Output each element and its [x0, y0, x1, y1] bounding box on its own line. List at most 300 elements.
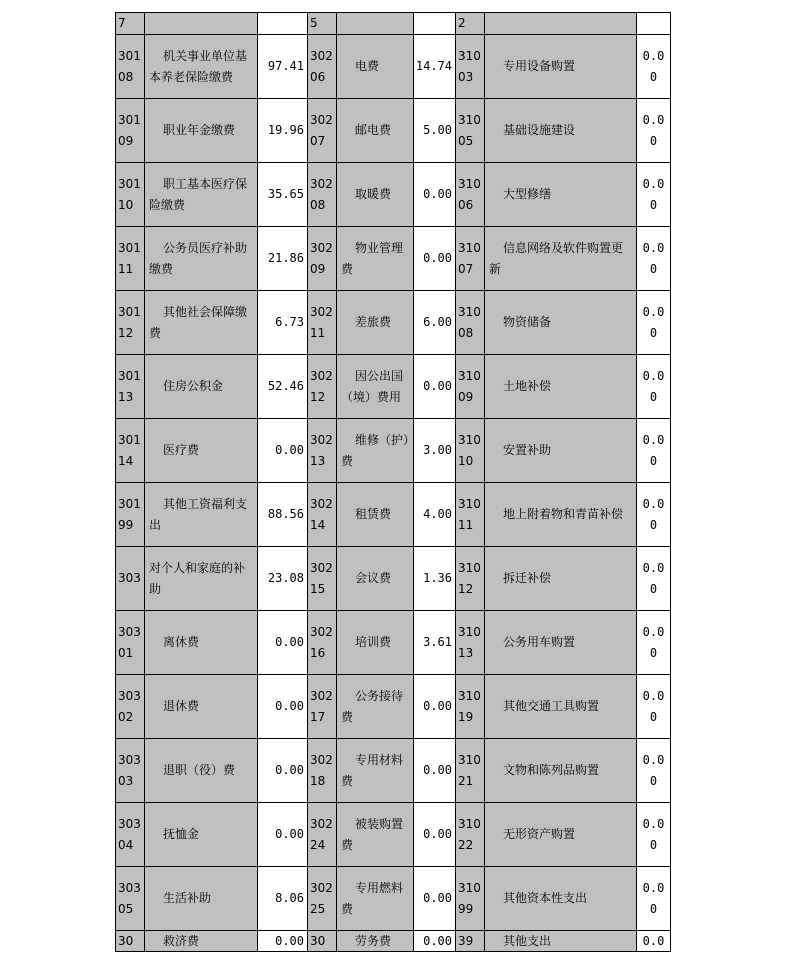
cell-code-1	[116, 739, 145, 803]
amount-3-text: 0.00	[642, 48, 665, 84]
cell-amount-2	[414, 803, 456, 867]
cell-code-3	[456, 99, 485, 163]
cell-code-1	[116, 99, 145, 163]
code-3-text: 2	[458, 16, 466, 30]
amount-3-text: 0.00	[642, 880, 665, 916]
name-3-text: 物资储备	[503, 315, 552, 329]
name-1-text: 退休费	[163, 699, 200, 713]
cell-amount-2	[414, 675, 456, 739]
table-row	[116, 355, 671, 419]
code-3-text: 31011	[458, 496, 481, 532]
name-2-text: 租赁费	[355, 507, 392, 521]
code-3-text: 31022	[458, 816, 481, 852]
name-2-text: 维修（护）费	[341, 432, 410, 468]
cell-name-2	[337, 611, 414, 675]
code-2-text: 30209	[310, 240, 333, 276]
code-1-text: 30302	[118, 688, 141, 724]
name-3-text: 拆迁补偿	[503, 571, 552, 585]
table-row	[116, 611, 671, 675]
code-3-text: 39	[458, 934, 474, 948]
cell-amount-2	[414, 355, 456, 419]
cell-code-1	[116, 547, 145, 611]
name-3-text: 其他资本性支出	[503, 891, 588, 905]
name-2-text: 专用燃料费	[341, 880, 404, 916]
amount-1-text: 52.46	[267, 379, 304, 393]
code-2-text: 30207	[310, 112, 333, 148]
cell-name-2	[337, 483, 414, 547]
amount-3-text: 0.00	[642, 816, 665, 852]
name-3-text: 文物和陈列品购置	[503, 763, 600, 777]
table-row	[116, 803, 671, 867]
table-row	[116, 163, 671, 227]
cell-name-3	[485, 227, 637, 291]
code-2-text: 30225	[310, 880, 333, 916]
amount-1-text: 0.00	[275, 934, 304, 948]
amount-1-text: 0.00	[275, 827, 304, 841]
name-1-text: 救济费	[163, 934, 200, 948]
cell-code-1	[116, 163, 145, 227]
cell-name-2	[337, 867, 414, 931]
cell-name-3	[485, 291, 637, 355]
amount-2-text: 1.36	[423, 571, 452, 585]
amount-2-text: 0.00	[423, 763, 452, 777]
cell-name-1	[145, 355, 258, 419]
name-2-text: 邮电费	[355, 123, 392, 137]
cell-code-2	[308, 419, 337, 483]
code-3-text: 31009	[458, 368, 481, 404]
code-3-text: 31006	[458, 176, 481, 212]
name-1-text: 住房公积金	[163, 379, 224, 393]
cell-code-2	[308, 867, 337, 931]
code-1-text: 30	[118, 934, 134, 948]
cell-name-1	[145, 483, 258, 547]
cell-code-1	[116, 355, 145, 419]
code-2-text: 30208	[310, 176, 333, 212]
cell-code-2	[308, 35, 337, 99]
cell-code-1	[116, 803, 145, 867]
cell-amount-1	[258, 13, 308, 35]
cell-amount-1	[258, 483, 308, 547]
cell-name-3	[485, 803, 637, 867]
cell-code-2	[308, 675, 337, 739]
name-3-text: 专用设备购置	[503, 59, 576, 73]
cell-name-2	[337, 547, 414, 611]
cell-name-1	[145, 35, 258, 99]
cell-amount-3	[637, 163, 671, 227]
cell-name-1	[145, 13, 258, 35]
table-row	[116, 867, 671, 931]
cell-code-3	[456, 13, 485, 35]
code-2-text: 30218	[310, 752, 333, 788]
cell-code-3	[456, 483, 485, 547]
cell-amount-1	[258, 803, 308, 867]
code-1-text: 7	[118, 16, 126, 30]
code-2-text: 30212	[310, 368, 333, 404]
cell-amount-1	[258, 931, 308, 952]
code-1-text: 30112	[118, 304, 141, 340]
code-2-text: 30214	[310, 496, 333, 532]
amount-2-text: 0.00	[423, 187, 452, 201]
cell-name-1	[145, 611, 258, 675]
code-2-text: 30217	[310, 688, 333, 724]
cell-code-3	[456, 355, 485, 419]
amount-2-text: 0.00	[423, 934, 452, 948]
cell-name-3	[485, 483, 637, 547]
name-3-text: 大型修缮	[503, 187, 552, 201]
amount-2-text: 0.00	[423, 827, 452, 841]
code-3-text: 31010	[458, 432, 481, 468]
cell-name-2	[337, 13, 414, 35]
cell-amount-3	[637, 355, 671, 419]
cell-code-2	[308, 227, 337, 291]
name-2-text: 专用材料费	[341, 752, 404, 788]
cell-code-2	[308, 291, 337, 355]
cell-code-3	[456, 675, 485, 739]
table-body	[116, 13, 671, 952]
amount-2-text: 0.00	[423, 891, 452, 905]
cell-code-1	[116, 867, 145, 931]
name-1-text: 抚恤金	[163, 827, 200, 841]
amount-3-text: 0.0	[642, 934, 665, 948]
cell-code-2	[308, 547, 337, 611]
cell-name-2	[337, 931, 414, 952]
amount-1-text: 97.41	[267, 59, 304, 73]
table-row	[116, 931, 671, 952]
cell-amount-3	[637, 547, 671, 611]
cell-code-3	[456, 227, 485, 291]
amount-1-text: 19.96	[267, 123, 304, 137]
cell-amount-2	[414, 483, 456, 547]
code-3-text: 31021	[458, 752, 481, 788]
amount-3-text: 0.00	[642, 624, 665, 660]
cell-amount-3	[637, 931, 671, 952]
code-3-text: 31008	[458, 304, 481, 340]
name-3-text: 基础设施建设	[503, 123, 576, 137]
cell-amount-2	[414, 13, 456, 35]
amount-2-text: 0.00	[423, 379, 452, 393]
cell-amount-2	[414, 739, 456, 803]
amount-3-text: 0.00	[642, 240, 665, 276]
cell-name-2	[337, 163, 414, 227]
amount-3-text: 0.00	[642, 304, 665, 340]
name-1-text: 职业年金缴费	[163, 123, 236, 137]
code-2-text: 5	[310, 16, 318, 30]
name-2-text: 因公出国（境）费用	[341, 368, 404, 404]
cell-code-2	[308, 483, 337, 547]
cell-name-3	[485, 867, 637, 931]
cell-name-1	[145, 99, 258, 163]
cell-code-1	[116, 483, 145, 547]
cell-name-3	[485, 739, 637, 803]
name-2-text: 取暖费	[355, 187, 392, 201]
cell-amount-3	[637, 291, 671, 355]
name-2-text: 物业管理费	[341, 240, 404, 276]
cell-amount-2	[414, 867, 456, 931]
table-row	[116, 291, 671, 355]
code-1-text: 30108	[118, 48, 141, 84]
cell-amount-1	[258, 547, 308, 611]
cell-name-3	[485, 163, 637, 227]
cell-name-3	[485, 419, 637, 483]
cell-code-1	[116, 35, 145, 99]
name-3-text: 无形资产购置	[503, 827, 576, 841]
cell-amount-3	[637, 227, 671, 291]
code-1-text: 30301	[118, 624, 141, 660]
amount-2-text: 0.00	[423, 699, 452, 713]
code-1-text: 30303	[118, 752, 141, 788]
name-2-text: 差旅费	[355, 315, 392, 329]
amount-1-text: 35.65	[267, 187, 304, 201]
cell-amount-2	[414, 163, 456, 227]
code-2-text: 30211	[310, 304, 333, 340]
cell-name-2	[337, 291, 414, 355]
amount-1-text: 88.56	[267, 507, 304, 521]
cell-amount-1	[258, 419, 308, 483]
cell-amount-1	[258, 867, 308, 931]
cell-code-2	[308, 611, 337, 675]
cell-code-2	[308, 739, 337, 803]
code-1-text: 30114	[118, 432, 141, 468]
name-1-text: 其他社会保障缴费	[149, 304, 248, 340]
cell-code-2	[308, 803, 337, 867]
cell-amount-2	[414, 611, 456, 675]
amount-2-text: 6.00	[423, 315, 452, 329]
cell-amount-2	[414, 99, 456, 163]
cell-code-3	[456, 739, 485, 803]
cell-amount-2	[414, 547, 456, 611]
code-1-text: 30305	[118, 880, 141, 916]
code-1-text: 30304	[118, 816, 141, 852]
amount-1-text: 0.00	[275, 635, 304, 649]
cell-name-3	[485, 13, 637, 35]
table-row	[116, 739, 671, 803]
name-3-text: 地上附着物和青苗补偿	[503, 507, 624, 521]
table-row	[116, 483, 671, 547]
cell-name-3	[485, 675, 637, 739]
cell-amount-1	[258, 675, 308, 739]
code-2-text: 30206	[310, 48, 333, 84]
name-2-text: 培训费	[355, 635, 392, 649]
cell-amount-3	[637, 13, 671, 35]
code-1-text: 30110	[118, 176, 141, 212]
name-3-text: 安置补助	[503, 443, 552, 457]
cell-amount-1	[258, 611, 308, 675]
code-3-text: 31012	[458, 560, 481, 596]
cell-code-1	[116, 227, 145, 291]
cell-code-2	[308, 355, 337, 419]
name-1-text: 公务员医疗补助缴费	[149, 240, 248, 276]
table-row	[116, 13, 671, 35]
name-3-text: 土地补偿	[503, 379, 552, 393]
name-1-text: 其他工资福利支出	[149, 496, 248, 532]
cell-code-1	[116, 291, 145, 355]
code-2-text: 30216	[310, 624, 333, 660]
name-1-text: 医疗费	[163, 443, 200, 457]
table-row	[116, 419, 671, 483]
cell-amount-3	[637, 35, 671, 99]
cell-code-1	[116, 419, 145, 483]
amount-1-text: 0.00	[275, 699, 304, 713]
name-3-text: 其他交通工具购置	[503, 699, 600, 713]
cell-name-1	[145, 163, 258, 227]
cell-name-3	[485, 547, 637, 611]
amount-3-text: 0.00	[642, 112, 665, 148]
cell-code-2	[308, 99, 337, 163]
cell-code-2	[308, 931, 337, 952]
amount-1-text: 0.00	[275, 763, 304, 777]
cell-name-3	[485, 99, 637, 163]
name-1-text: 生活补助	[163, 891, 212, 905]
cell-amount-1	[258, 163, 308, 227]
cell-amount-1	[258, 739, 308, 803]
name-2-text: 公务接待费	[341, 688, 404, 724]
amount-2-text: 4.00	[423, 507, 452, 521]
cell-name-1	[145, 227, 258, 291]
cell-amount-3	[637, 739, 671, 803]
cell-name-3	[485, 35, 637, 99]
name-3-text: 信息网络及软件购置更新	[489, 240, 624, 276]
code-2-text: 30	[310, 934, 326, 948]
cell-name-2	[337, 739, 414, 803]
name-1-text: 职工基本医疗保险缴费	[149, 176, 248, 212]
code-1-text: 30109	[118, 112, 141, 148]
cell-code-3	[456, 35, 485, 99]
amount-3-text: 0.00	[642, 176, 665, 212]
cell-code-3	[456, 547, 485, 611]
amount-2-text: 14.74	[415, 59, 452, 73]
amount-3-text: 0.00	[642, 432, 665, 468]
name-1-text: 机关事业单位基本养老保险缴费	[149, 48, 248, 84]
table-row	[116, 99, 671, 163]
cell-name-3	[485, 355, 637, 419]
cell-name-3	[485, 611, 637, 675]
amount-2-text: 5.00	[423, 123, 452, 137]
amount-1-text: 6.73	[275, 315, 304, 329]
code-3-text: 31005	[458, 112, 481, 148]
cell-code-3	[456, 163, 485, 227]
cell-code-3	[456, 867, 485, 931]
cell-amount-3	[637, 867, 671, 931]
cell-code-1	[116, 611, 145, 675]
name-3-text: 公务用车购置	[503, 635, 576, 649]
cell-name-1	[145, 867, 258, 931]
code-2-text: 30215	[310, 560, 333, 596]
code-2-text: 30213	[310, 432, 333, 468]
cell-code-2	[308, 163, 337, 227]
code-2-text: 30224	[310, 816, 333, 852]
name-3-text: 其他支出	[503, 934, 552, 948]
cell-code-3	[456, 419, 485, 483]
cell-amount-3	[637, 803, 671, 867]
cell-name-1	[145, 419, 258, 483]
amount-3-text: 0.00	[642, 688, 665, 724]
table-row	[116, 35, 671, 99]
amount-2-text: 3.00	[423, 443, 452, 457]
cell-name-2	[337, 803, 414, 867]
cell-name-1	[145, 675, 258, 739]
cell-amount-1	[258, 227, 308, 291]
cell-name-1	[145, 931, 258, 952]
cell-name-1	[145, 739, 258, 803]
cell-code-2	[308, 13, 337, 35]
amount-3-text: 0.00	[642, 368, 665, 404]
code-3-text: 31003	[458, 48, 481, 84]
code-3-text: 31007	[458, 240, 481, 276]
cell-code-3	[456, 291, 485, 355]
name-2-text: 劳务费	[355, 934, 392, 948]
cell-name-3	[485, 931, 637, 952]
code-1-text: 30113	[118, 368, 141, 404]
table-row	[116, 547, 671, 611]
amount-1-text: 23.08	[267, 571, 304, 585]
cell-name-2	[337, 35, 414, 99]
cell-amount-2	[414, 227, 456, 291]
amount-2-text: 3.61	[423, 635, 452, 649]
amount-3-text: 0.00	[642, 496, 665, 532]
cell-name-1	[145, 803, 258, 867]
name-2-text: 被装购置费	[341, 816, 404, 852]
amount-1-text: 21.86	[267, 251, 304, 265]
name-1-text: 对个人和家庭的补助	[149, 560, 246, 596]
cell-amount-2	[414, 419, 456, 483]
cell-amount-1	[258, 35, 308, 99]
cell-amount-3	[637, 675, 671, 739]
table-row	[116, 675, 671, 739]
cell-amount-2	[414, 35, 456, 99]
cell-code-3	[456, 803, 485, 867]
cell-name-1	[145, 547, 258, 611]
code-1-text: 30111	[118, 240, 141, 276]
amount-2-text: 0.00	[423, 251, 452, 265]
amount-1-text: 0.00	[275, 443, 304, 457]
name-1-text: 离休费	[163, 635, 200, 649]
code-3-text: 31019	[458, 688, 481, 724]
cell-code-3	[456, 931, 485, 952]
cell-amount-3	[637, 483, 671, 547]
cell-name-2	[337, 419, 414, 483]
amount-3-text: 0.00	[642, 752, 665, 788]
cell-amount-3	[637, 611, 671, 675]
cell-amount-2	[414, 291, 456, 355]
amount-1-text: 8.06	[275, 891, 304, 905]
cell-name-2	[337, 675, 414, 739]
cell-name-2	[337, 355, 414, 419]
cell-amount-3	[637, 419, 671, 483]
name-2-text: 电费	[355, 59, 380, 73]
cell-name-2	[337, 99, 414, 163]
cell-amount-2	[414, 931, 456, 952]
cell-amount-1	[258, 291, 308, 355]
cell-amount-1	[258, 99, 308, 163]
cell-amount-3	[637, 99, 671, 163]
cell-code-1	[116, 931, 145, 952]
cell-name-1	[145, 291, 258, 355]
cell-code-1	[116, 675, 145, 739]
cell-name-2	[337, 227, 414, 291]
code-3-text: 31099	[458, 880, 481, 916]
cell-amount-1	[258, 355, 308, 419]
expenditure-table	[115, 12, 671, 952]
code-3-text: 31013	[458, 624, 481, 660]
name-2-text: 会议费	[355, 571, 392, 585]
cell-code-3	[456, 611, 485, 675]
name-1-text: 退职（役）费	[163, 763, 236, 777]
table-row	[116, 227, 671, 291]
amount-3-text: 0.00	[642, 560, 665, 596]
code-1-text: 30199	[118, 496, 141, 532]
cell-code-1	[116, 13, 145, 35]
code-1-text: 303	[118, 571, 141, 585]
